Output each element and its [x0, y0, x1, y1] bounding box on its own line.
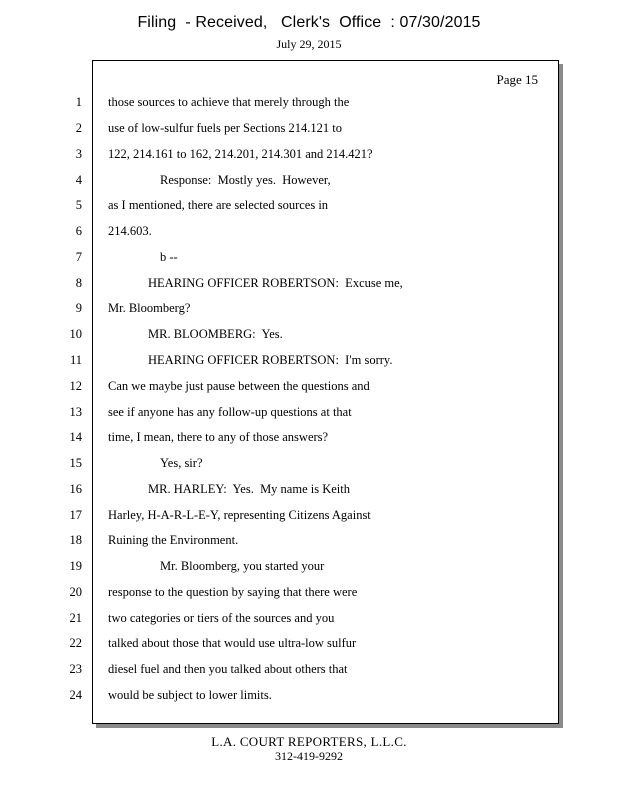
line-number: 10: [69, 327, 82, 341]
transcript-line: b --: [160, 250, 178, 264]
line-number: 24: [69, 688, 82, 702]
transcript-line: see if anyone has any follow-up questions at that: [108, 405, 352, 419]
line-number: 7: [75, 250, 82, 264]
transcript-line: as I mentioned, there are selected sources in: [108, 198, 329, 212]
line-number: 2: [75, 121, 82, 135]
line-number: 20: [69, 585, 82, 599]
line-number: 6: [75, 224, 82, 238]
line-number: 17: [69, 508, 82, 522]
line-number: 19: [69, 559, 82, 573]
transcript-line: use of low-sulfur fuels per Sections 214.121 to: [108, 121, 342, 135]
transcript-line: talked about those that would use ultra-low sulfur: [108, 636, 357, 650]
transcript-line: response to the question by saying that there were: [108, 585, 358, 599]
line-number: 13: [69, 405, 82, 419]
transcript-line: Harley, H-A-R-L-E-Y, representing Citizens Against: [108, 508, 371, 522]
page-number: Page 15: [496, 72, 538, 87]
line-number: 3: [75, 147, 82, 161]
transcript-line: two categories or tiers of the sources and you: [108, 611, 335, 625]
line-number: 4: [75, 173, 82, 187]
line-number: 9: [75, 301, 82, 315]
transcript-line: 214.603.: [108, 224, 152, 238]
transcript-line: HEARING OFFICER ROBERTSON: I'm sorry.: [148, 353, 393, 367]
transcript-line: 122, 214.161 to 162, 214.201, 214.301 and 214.421?: [108, 147, 373, 161]
transcript-line: HEARING OFFICER ROBERTSON: Excuse me,: [148, 276, 403, 290]
line-number: 12: [69, 379, 82, 393]
reporter-phone: 312-419-9292: [275, 749, 343, 763]
line-number: 18: [69, 533, 82, 547]
transcript-line: Yes, sir?: [160, 456, 203, 470]
transcript-line: time, I mean, there to any of those answers?: [108, 430, 329, 444]
transcript-line: MR. BLOOMBERG: Yes.: [148, 327, 283, 341]
transcript-line: Response: Mostly yes. However,: [160, 173, 331, 187]
line-number: 8: [75, 276, 82, 290]
line-number: 23: [69, 662, 82, 676]
filing-stamp: Filing - Received, Clerk's Office : 07/30/2015: [137, 14, 481, 31]
transcript-line: Can we maybe just pause between the questions and: [108, 379, 370, 393]
line-number: 22: [69, 636, 82, 650]
transcript-line: Mr. Bloomberg, you started your: [160, 559, 325, 573]
transcript-line: those sources to achieve that merely through the: [108, 95, 350, 109]
line-number: 21: [69, 611, 82, 625]
transcript-date: July 29, 2015: [276, 37, 342, 51]
line-number: 11: [69, 353, 82, 367]
line-number: 15: [69, 456, 82, 470]
line-number: 16: [69, 482, 82, 496]
transcript-line: Ruining the Environment.: [108, 533, 239, 547]
reporter-company: L.A. COURT REPORTERS, L.L.C.: [211, 734, 407, 749]
line-number: 14: [69, 430, 82, 444]
line-number: 1: [75, 95, 82, 109]
transcript-line: would be subject to lower limits.: [108, 688, 272, 702]
transcript-line: diesel fuel and then you talked about others that: [108, 662, 348, 676]
transcript-line: MR. HARLEY: Yes. My name is Keith: [148, 482, 350, 496]
transcript-line: Mr. Bloomberg?: [108, 301, 191, 315]
line-number: 5: [75, 198, 82, 212]
